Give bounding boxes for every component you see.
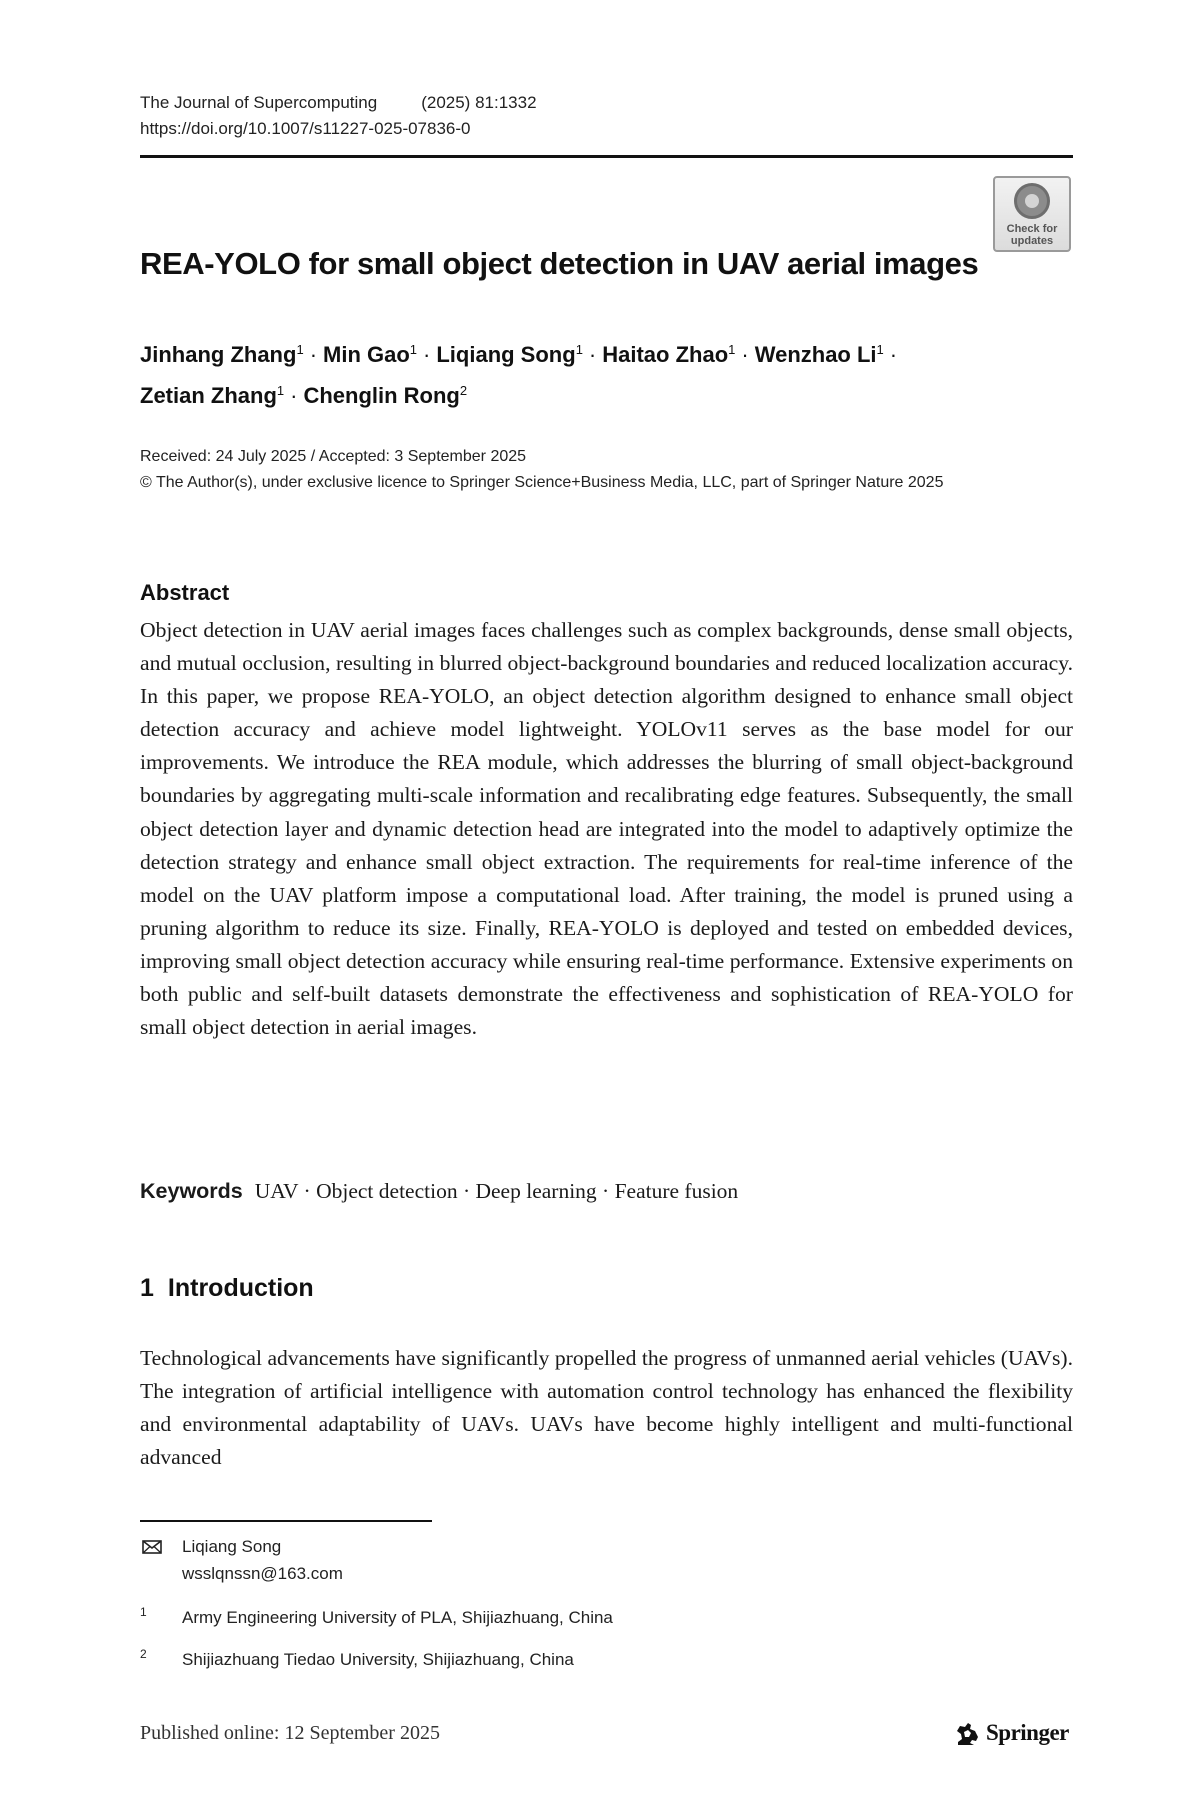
- publication-history: [140, 444, 1073, 496]
- corresponding-author-email[interactable]: wsslqnssn@163.com: [182, 1564, 343, 1583]
- doi-link[interactable]: https://doi.org/10.1007/s11227-025-07836-0: [140, 119, 471, 138]
- keywords: [140, 1176, 1073, 1206]
- corresponding-author-name: Liqiang Song: [182, 1537, 282, 1556]
- check-for-updates-badge[interactable]: [993, 176, 1071, 252]
- affiliation-text: Army Engineering University of PLA, Shijiazhuang, China: [182, 1608, 613, 1627]
- author[interactable]: Haitao Zhao$^1$: [602, 342, 736, 367]
- journal-citation: (2025) 81:1332: [421, 93, 537, 112]
- crossmark-label-line2: updates: [1010, 235, 1054, 247]
- affiliation-text: Shijiazhuang Tiedao University, Shijiazhuang, China: [182, 1650, 574, 1669]
- published-online-date: Published online: 12 September 2025: [140, 1722, 440, 1744]
- crossmark-label: [995, 223, 1069, 247]
- affiliation-number: 2: [140, 1647, 147, 1661]
- author[interactable]: Jinhang Zhang$^1$: [140, 342, 304, 367]
- paper-title: REA-YOLO for small object detection in UAV aerial images: [140, 246, 979, 281]
- introduction-text: Technological advancements have significantly propelled the progress of unmanned aerial vehicles (UAVs). The integration of artificial intelligence with automation control technology has enhanced the flexibility and environmental adaptability of UAVs. UAVs have become highly intelligent and multi-functional advanced: [140, 1346, 1073, 1470]
- keywords-label: Keywords: [140, 1179, 243, 1203]
- author[interactable]: Min Gao$^1$: [323, 342, 418, 367]
- crossmark-label-line1: Check for: [1006, 223, 1058, 235]
- footnote-rule: [140, 1520, 432, 1522]
- corresponding-author: [140, 1534, 1073, 1590]
- keywords-list: UAV · Object detection · Deep learning · Feature fusion: [254, 1179, 739, 1203]
- author[interactable]: Chenglin Rong$^2$: [303, 383, 468, 408]
- author[interactable]: Zetian Zhang$^1$: [140, 383, 285, 408]
- footnotes: [140, 1534, 1073, 1669]
- affiliation-number: 1: [140, 1605, 147, 1619]
- copyright-notice: © The Author(s), under exclusive licence to Springer Science+Business Media, LLC, part of Springer Nature 2025: [140, 474, 944, 491]
- received-accepted: Received: 24 July 2025 / Accepted: 3 September 2025: [140, 448, 527, 465]
- author[interactable]: Liqiang Song$^1$: [436, 342, 583, 367]
- author-list: Jinhang Zhang$^1$ · Min Gao$^1$ · Liqiang Song$^1$ · Haitao Zhao$^1$ · Wenzhao $Li^1$ · Zetian Zhang$^1$ · Chenglin Rong$^2$: [140, 342, 898, 408]
- abstract-heading: Abstract: [140, 580, 230, 605]
- springer-horse-icon: [952, 1718, 984, 1750]
- envelope-icon: [142, 1540, 162, 1554]
- header-rule: [140, 155, 1073, 158]
- journal-header: [140, 90, 537, 142]
- section-title: Introduction: [167, 1274, 314, 1302]
- author[interactable]: Wenzhao Li$^1$: [754, 342, 884, 367]
- section-number: 1: [140, 1274, 154, 1302]
- publisher-name: Springer: [986, 1720, 1069, 1745]
- crossmark-icon: [1014, 183, 1050, 219]
- journal-name: The Journal of Supercomputing: [140, 93, 378, 112]
- abstract-text: Object detection in UAV aerial images faces challenges such as complex backgrounds, dense small objects, and mutual occlusion, resulting in blurred object-background boundaries and reduced localization accuracy. In this paper, we propose REA-YOLO, an object detection algorithm designed to enhance small object detection accuracy and achieve model lightweight. YOLOv11 serves as the base model for our improvements. We introduce the REA module, which addresses the blurring of small object-background boundaries by aggregating multi-scale information and recalibrating edge features. Subsequently, the small object detection layer and dynamic detection head are integrated into the model to adaptively optimize the detection strategy and enhance small object extraction. The requirements for real-time inference of the model on the UAV platform impose a computational load. After training, the model is pruned using a pruning algorithm to reduce its size. Finally, REA-YOLO is deployed and tested on embedded devices, improving small object detection accuracy while ensuring real-time performance. Extensive experiments on both public and self-built datasets demonstrate the effectiveness and sophistication of REA-YOLO for small object detection in aerial images.: [140, 618, 1073, 1040]
- section-heading-introduction: [140, 1274, 314, 1303]
